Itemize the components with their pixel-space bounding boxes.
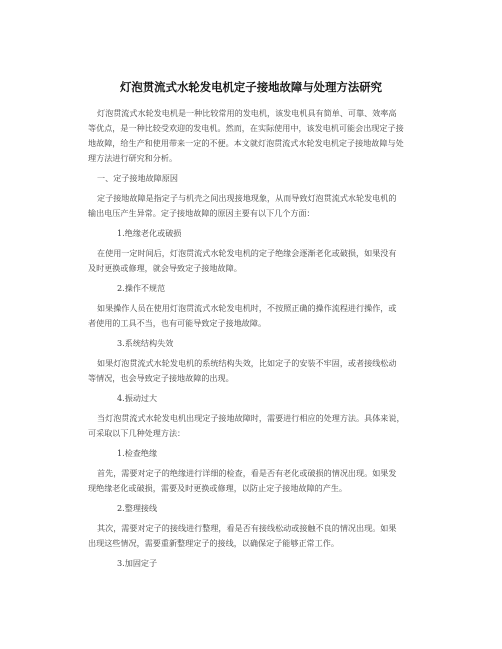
method1-paragraph-line: 首先，需要对定子的绝缘进行详细的检查，看是否有老化或破损的情况出现。如果发 bbox=[97, 468, 397, 478]
cause1-paragraph-line: 在使用一定时间后，灯泡贯流式水轮发电机的定子绝缘会逐渐老化或破损，如果没有 bbox=[97, 248, 397, 258]
subheading-improper-operation: 2.操作不规范 bbox=[117, 283, 166, 293]
cause1-paragraph-line: 及时更换或修理，就会导致定子接地故障。 bbox=[88, 263, 242, 273]
section1-paragraph-line: 输出电压产生异常。定子接地故障的原因主要有以下几个方面： bbox=[88, 208, 315, 218]
method2-paragraph-line: 出现这些情况，需要重新整理定子的接线，以确保定子能够正常工作。 bbox=[88, 538, 339, 548]
intro-line: 等优点，是一种比较受欢迎的发电机。然而，在实际使用中，该发电机可能会出现定子接 bbox=[88, 123, 404, 133]
cause3-paragraph-line: 如果灯泡贯流式水轮发电机的系统结构失效，比如定子的安装不牢固，或者接线松动 bbox=[97, 358, 397, 368]
intro-line: 理方法进行研究和分析。 bbox=[88, 153, 178, 163]
cause4-paragraph-line: 当灯泡贯流式水轮发电机出现定子接地故障时，需要进行相应的处理方法。具体来说， bbox=[97, 413, 405, 423]
cause3-paragraph-line: 等情况，也会导致定子接地故障的出现。 bbox=[88, 373, 234, 383]
cause2-paragraph-line: 如果操作人员在使用灯泡贯流式水轮发电机时，不按照正确的操作流程进行操作，或 bbox=[97, 303, 397, 313]
subheading-excessive-vibration: 4.振动过大 bbox=[117, 393, 158, 403]
subheading-check-insulation: 1.检查绝缘 bbox=[117, 448, 158, 458]
document-title: 灯泡贯流式水轮发电机定子接地故障与处理方法研究 bbox=[120, 80, 382, 94]
method1-paragraph-line: 现绝缘老化或破损，需要及时更换或修理，以防止定子接地故障的产生。 bbox=[88, 483, 348, 493]
subheading-structure-failure: 3.系统结构失效 bbox=[117, 338, 174, 348]
method2-paragraph-line: 其次，需要对定子的接线进行整理，看是否有接线松动或接触不良的情况出现。如果 bbox=[97, 523, 397, 533]
section-heading: 一、定子接地故障原因 bbox=[97, 173, 178, 183]
cause4-paragraph-line: 可采取以下几种处理方法： bbox=[88, 428, 186, 438]
section1-paragraph-line: 定子接地故障是指定子与机壳之间出现接地现象，从而导致灯泡贯流式水轮发电机的 bbox=[97, 193, 397, 203]
cause2-paragraph-line: 者使用的工具不当，也有可能导致定子接地故障。 bbox=[88, 318, 267, 328]
subheading-arrange-wiring: 2.整理接线 bbox=[117, 503, 158, 513]
intro-line: 灯泡贯流式水轮发电机是一种比较常用的发电机，该发电机具有简单、可靠、效率高 bbox=[97, 108, 397, 118]
subheading-insulation-aging: 1.绝缘老化或破损 bbox=[117, 228, 182, 238]
intro-line: 地故障，给生产和使用带来一定的不便。本文就灯泡贯流式水轮发电机定子接地故障与处 bbox=[88, 138, 404, 148]
subheading-reinforce-stator: 3.加固定子 bbox=[117, 558, 158, 568]
